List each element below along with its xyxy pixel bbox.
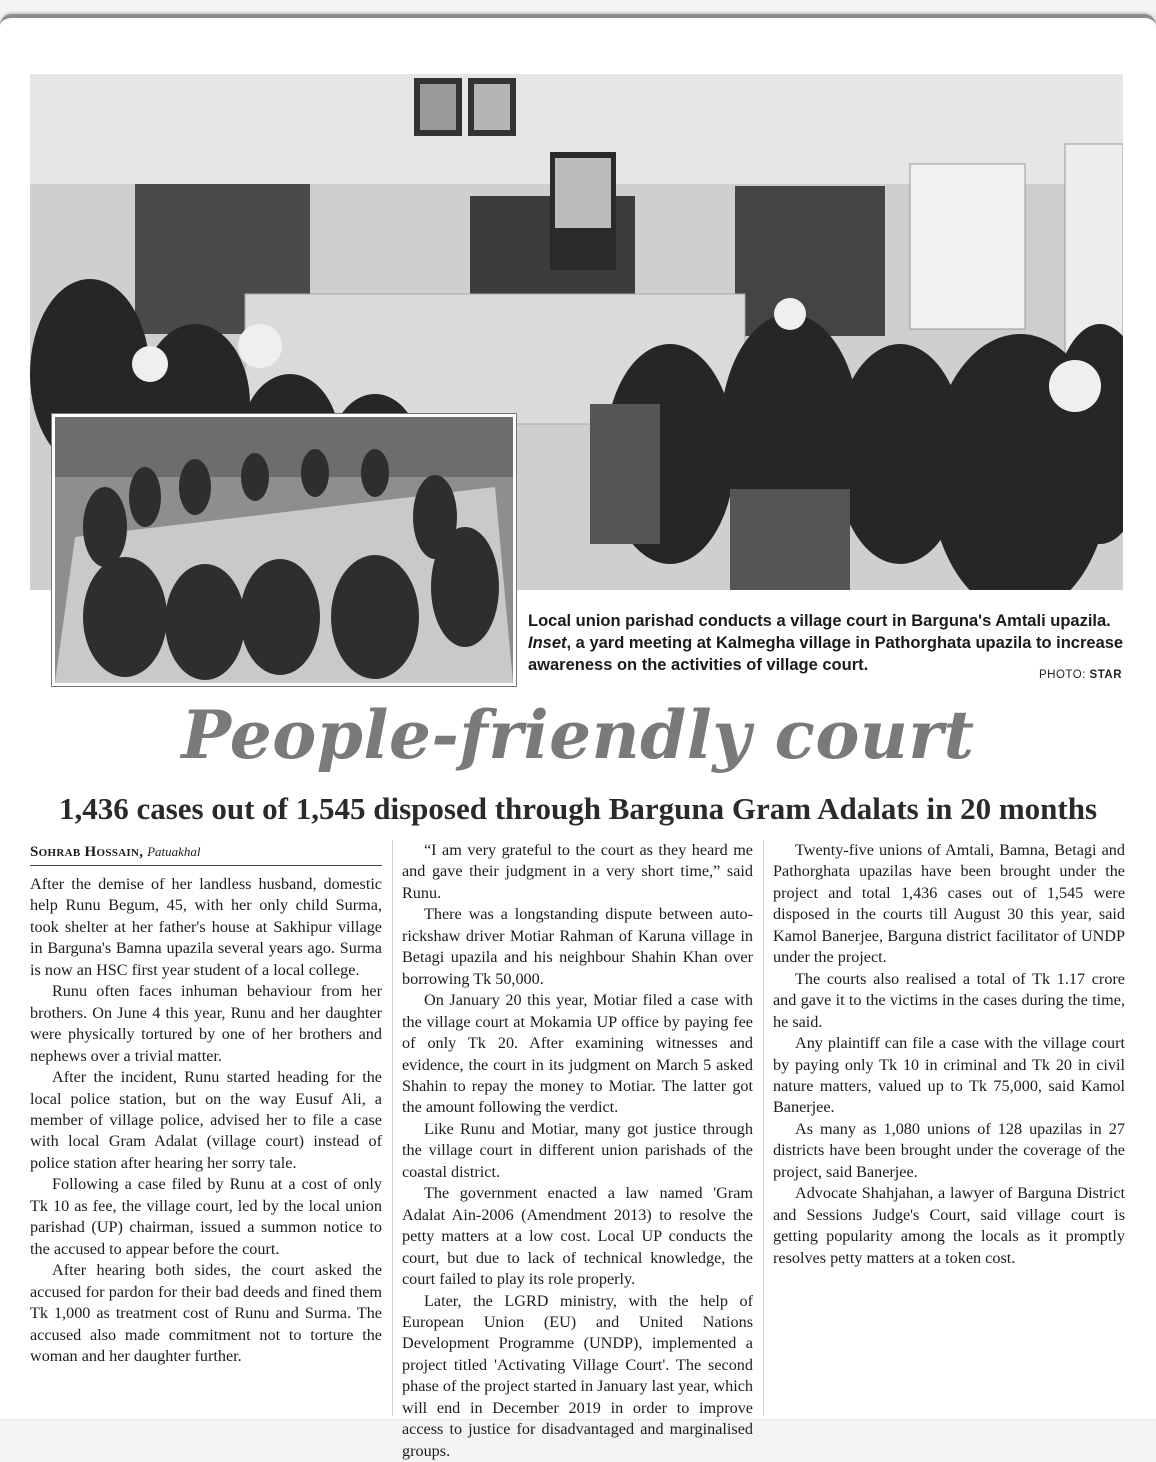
paragraph: Following a case filed by Runu at a cost of only Tk 10 as fee, the village court, led by the local union parishad (UP) chairman, issued a summon notice to the accused to appear before the court.: [30, 1175, 382, 1258]
photo-credit: [1039, 669, 1122, 681]
paragraph: After hearing both sides, the court asked the accused for pardon for their bad deeds and fined them Tk 1,000 as treatment cost of Runu and Surma. The accused also made commitment not to torture the woman and her daughter further.: [30, 1261, 382, 1365]
caption-text-1: Local union parishad conducts a village court in Barguna's Amtali upazila.: [528, 612, 1111, 630]
photo-credit-label: PHOTO:: [1038, 669, 1090, 681]
caption-text-2: , a yard meeting at Kalmegha village in Pathorghata upazila to increase awareness on the activities of village court.: [528, 634, 1124, 674]
paragraph: The courts also realised a total of Tk 1.17 crore and gave it to the victims in the cases during the time, he said.: [773, 969, 1125, 1031]
photo-caption: [528, 610, 1128, 676]
paragraph: Twenty-five unions of Amtali, Bamna, Betagi and Pathorghata upazilas have been brought under the project and total 1,436 cases out of 1,545 were disposed in the courts till August 30 this year, said Kamol Banerjee, Barguna district facilitator of UNDP under the project.: [773, 841, 1125, 967]
inset-photo-illustration: [55, 417, 513, 683]
paragraph: As many as 1,080 unions of 128 upazilas in 27 districts have been brought under the coverage of the project, said Banerjee.: [773, 1119, 1125, 1181]
subheadline: 1,436 cases out of 1,545 disposed through Barguna Gram Adalats in 20 months: [58, 791, 1098, 826]
paragraph: Like Runu and Motiar, many got justice through the village court in different union parishads of the coastal district.: [402, 1119, 753, 1181]
byline-location: Patuakhal: [147, 844, 201, 859]
article-column-2: [402, 840, 753, 1462]
paragraph: After the incident, Runu started heading for the local police station, but on the way Eusuf Ali, a member of village police, advised her to file a case with local Gram Adalat (village court) instead of police station after hearing her sorry tale.: [30, 1068, 382, 1172]
inset-photo: [52, 414, 516, 686]
paragraph: After the demise of her landless husband, domestic help Runu Begum, 45, with her only child Surma, took shelter at her father's house at Sakhipur village in Barguna's Bamna upazila several years ago. Surma is now an HSC first year student of a local college.: [30, 875, 382, 979]
caption-inset-word: Inset: [528, 634, 567, 652]
paragraph: The government enacted a law named 'Gram Adalat Ain-2006 (Amendment 2013) to resolve the petty matters at a low cost. Local UP conducts the court, but due to lack of technical knowledge, the court failed to play its role properly.: [402, 1184, 753, 1289]
column-divider: [392, 840, 393, 1416]
paragraph: Advocate Shahjahan, a lawyer of Barguna District and Sessions Judge's Court, said village court is getting popularity among the locals as it promptly resolves petty matters at a token cost.: [773, 1184, 1125, 1267]
paragraph: Later, the LGRD ministry, with the help of European Union (EU) and United Nations Development Programme (UNDP), implemented a project titled 'Activating Village Court'. The second phase of the project started in January last year, which will end in December 2019 in order to improve access to justice for disadvantaged and marginalised groups.: [402, 1291, 753, 1460]
headline: People-friendly court: [181, 696, 975, 774]
paragraph: There was a longstanding dispute between auto-rickshaw driver Motiar Rahman of Karuna village in Betagi upazila and his neighbour Shahin Khan over borrowing Tk 50,000.: [402, 905, 753, 988]
article-column-3: [773, 840, 1125, 1269]
photo-credit-source: STAR: [1089, 669, 1122, 681]
article-column-1: [30, 874, 382, 1367]
paragraph: Any plaintiff can file a case with the village court by paying only Tk 10 in criminal and Tk 20 in civil nature matters, valued up to Tk 75,000, said Kamol Banerjee.: [773, 1034, 1125, 1117]
byline-author: Sohrab Hossain,: [30, 844, 144, 860]
column-divider: [763, 840, 764, 1416]
paragraph: “I am very grateful to the court as they heard me and gave their judgment in a very short time,” said Runu.: [402, 841, 753, 902]
byline: [30, 842, 382, 866]
paragraph: On January 20 this year, Motiar filed a case with the village court at Mokamia UP office by paying fee of only Tk 20. After examining witnesses and evidence, the court in its judgment on March 5 asked Shahin to repay the money to Motiar. The latter got the amount following the verdict.: [402, 991, 753, 1117]
paragraph: Runu often faces inhuman behaviour from her brothers. On June 4 this year, Runu and her daughter were physically tortured by one of her brothers and nephews over a trivial matter.: [30, 982, 382, 1065]
newspaper-page: [0, 14, 1156, 1460]
